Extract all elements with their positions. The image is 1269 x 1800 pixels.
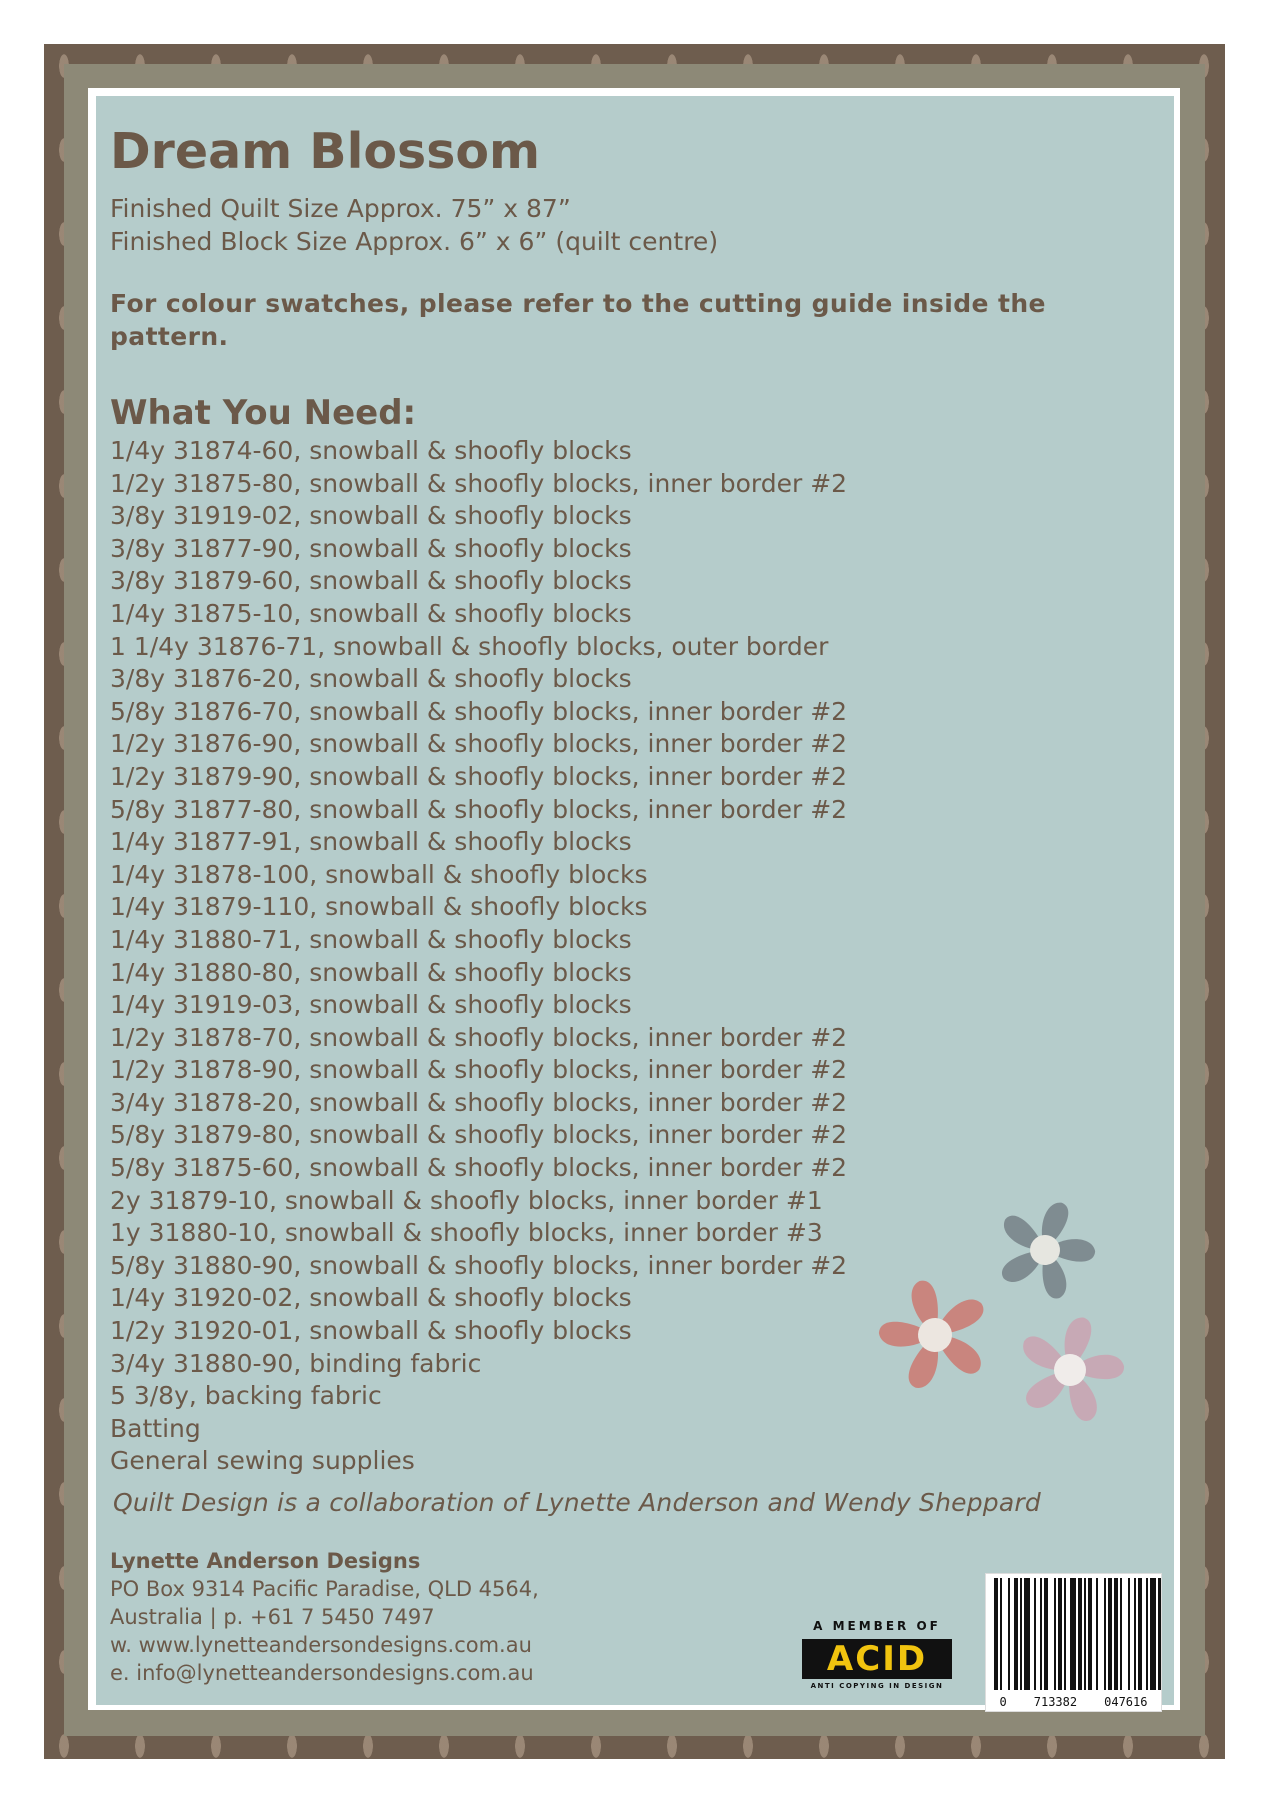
address-line-2: Australia | p. +61 7 5450 7497 (110, 1605, 435, 1629)
material-item: 1/4y 31879-110, snowball & shoofly blocks (110, 892, 648, 922)
design-credit: Quilt Design is a collaboration of Lynette Anderson and Wendy Sheppard (113, 1488, 1041, 1517)
barcode-digit-group: 0 (999, 1695, 1007, 1709)
barcode (985, 1573, 1162, 1712)
address-line-1: PO Box 9314 Pacific Paradise, QLD 4564, (110, 1577, 539, 1601)
material-item: 1/4y 31875-10, snowball & shoofly blocks (110, 598, 632, 628)
what-you-need-heading: What You Need: (110, 393, 417, 433)
pattern-title: Dream Blossom (110, 123, 541, 180)
material-item: 3/8y 31879-60, snowball & shoofly blocks (110, 566, 632, 596)
material-item: 1/2y 31875-80, snowball & shoofly blocks, inner border #2 (110, 468, 848, 498)
material-item: 3/4y 31878-20, snowball & shoofly blocks, inner border #2 (110, 1087, 848, 1117)
material-item: 5/8y 31879-80, snowball & shoofly blocks, inner border #2 (110, 1120, 848, 1150)
material-item: 1/2y 31876-90, snowball & shoofly blocks, inner border #2 (110, 729, 848, 759)
acid-logo: ACID (802, 1639, 952, 1679)
material-item: 1/2y 31878-70, snowball & shoofly blocks, inner border #2 (110, 1022, 848, 1052)
material-item: 1/4y 31877-91, snowball & shoofly blocks (110, 827, 632, 857)
material-item: 1/4y 31880-71, snowball & shoofly blocks (110, 924, 632, 954)
material-item: 1/2y 31879-90, snowball & shoofly blocks, inner border #2 (110, 761, 848, 791)
pink-flower-icon (875, 1263, 1008, 1405)
material-item: General sewing supplies (110, 1446, 415, 1476)
material-item: 1/2y 31878-90, snowball & shoofly blocks, inner border #2 (110, 1055, 848, 1085)
material-item: 3/8y 31919-02, snowball & shoofly blocks (110, 501, 632, 531)
material-item: 3/8y 31877-90, snowball & shoofly blocks (110, 533, 632, 563)
acid-tagline: ANTI COPYING IN DESIGN (810, 1682, 944, 1690)
material-item: 1/4y 31878-100, snowball & shoofly blocks (110, 859, 648, 889)
material-item: 5/8y 31880-90, snowball & shoofly blocks, inner border #2 (110, 1250, 848, 1280)
email-link[interactable]: e. info@lynetteandersondesigns.com.au (110, 1661, 534, 1685)
company-name: Lynette Anderson Designs (110, 1549, 421, 1573)
material-item: 1/2y 31920-01, snowball & shoofly blocks (110, 1316, 632, 1346)
material-item: Batting (110, 1413, 201, 1443)
material-item: 1/4y 31874-60, snowball & shoofly blocks (110, 436, 632, 465)
material-item: 3/8y 31876-20, snowball & shoofly blocks (110, 664, 632, 694)
material-item: 5/8y 31876-70, snowball & shoofly blocks, inner border #2 (110, 696, 848, 726)
flower-appliques (875, 1195, 1145, 1455)
grey-flower-icon (984, 1195, 1108, 1310)
material-item: 5/8y 31877-80, snowball & shoofly blocks, inner border #2 (110, 794, 848, 824)
material-item: 5/8y 31875-60, snowball & shoofly blocks, inner border #2 (110, 1153, 848, 1183)
material-item: 5 3/8y, backing fabric (110, 1381, 382, 1411)
mauve-flower-icon (1007, 1307, 1134, 1431)
acid-member-text: A MEMBER OF (813, 1619, 941, 1633)
barcode-digits (986, 1695, 1161, 1709)
contact-block (110, 1547, 539, 1687)
quilt-size: Finished Quilt Size Approx. 75” x 87” (110, 194, 571, 223)
barcode-bars (986, 1578, 1161, 1696)
material-item: 1/4y 31880-80, snowball & shoofly blocks (110, 957, 632, 987)
website-link[interactable]: w. www.lynetteandersondesigns.com.au (110, 1633, 532, 1657)
material-item: 1/4y 31919-03, snowball & shoofly blocks (110, 990, 632, 1020)
material-item: 2y 31879-10, snowball & shoofly blocks, inner border #1 (110, 1185, 823, 1215)
material-item: 1/4y 31920-02, snowball & shoofly blocks (110, 1283, 632, 1313)
material-item: 1y 31880-10, snowball & shoofly blocks, inner border #3 (110, 1218, 823, 1248)
barcode-digit-group: 713382 (1033, 1695, 1078, 1709)
swatch-note: For colour swatches, please refer to the cutting guide inside the pattern. (110, 289, 1046, 351)
block-size: Finished Block Size Approx. 6” x 6” (quilt centre) (110, 227, 719, 256)
material-item: 1 1/4y 31876-71, snowball & shoofly blocks, outer border (110, 631, 829, 661)
acid-member-badge (801, 1619, 953, 1691)
barcode-digit-group: 047616 (1104, 1695, 1148, 1709)
material-item: 3/4y 31880-90, binding fabric (110, 1348, 482, 1378)
